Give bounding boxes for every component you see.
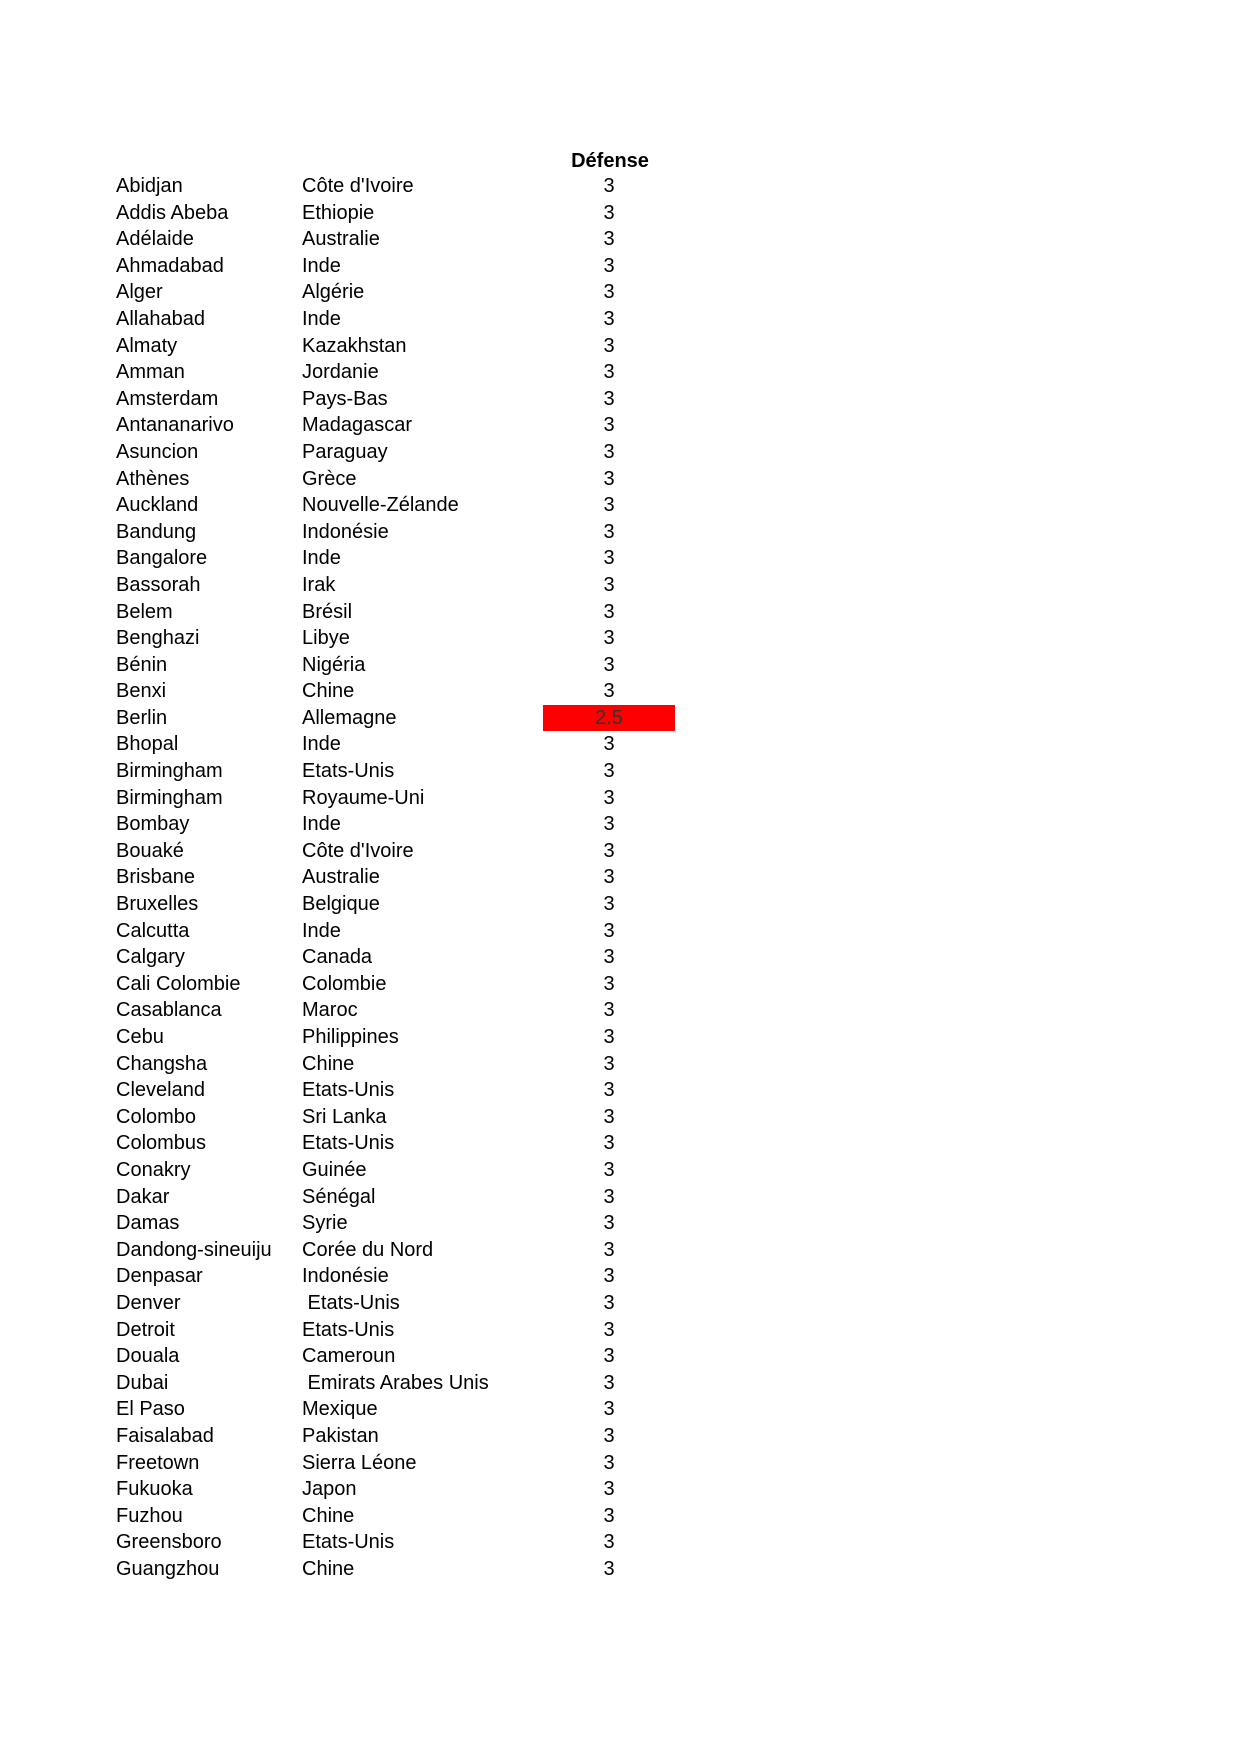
country-cell[interactable]: Etats-Unis — [302, 1318, 395, 1341]
city-cell[interactable]: Faisalabad — [116, 1424, 214, 1447]
table-row — [0, 439, 1241, 466]
country-cell[interactable]: Etats-Unis — [302, 760, 395, 783]
city-cell[interactable]: Bruxelles — [116, 893, 199, 916]
country-cell[interactable]: Indonésie — [302, 1265, 389, 1288]
city-cell[interactable]: Fuzhou — [116, 1504, 183, 1527]
country-cell[interactable]: Etats-Unis — [302, 1531, 395, 1554]
defense-score-cell[interactable]: 3 — [603, 307, 615, 330]
defense-score-cell[interactable]: 3 — [603, 839, 615, 862]
defense-score-cell[interactable]: 3 — [603, 201, 615, 224]
defense-score-cell[interactable]: 3 — [603, 1052, 615, 1075]
table-row — [0, 1450, 1241, 1477]
table-row — [0, 1237, 1241, 1264]
column-header-defense: Défense — [571, 150, 649, 172]
country-cell[interactable]: Etats-Unis — [302, 1079, 395, 1102]
defense-score-cell[interactable]: 3 — [603, 361, 615, 384]
city-cell[interactable]: Asuncion — [116, 440, 199, 463]
city-cell[interactable]: Bouaké — [116, 839, 184, 862]
table-row — [0, 1423, 1241, 1450]
defense-score-cell[interactable]: 3 — [603, 1345, 615, 1368]
city-cell[interactable]: Fukuoka — [116, 1478, 193, 1501]
city-cell[interactable]: Benxi — [116, 680, 167, 703]
defense-score-cell[interactable]: 3 — [603, 1398, 615, 1421]
city-cell[interactable]: Bénin — [116, 653, 168, 676]
defense-score-cell[interactable]: 3 — [603, 733, 615, 756]
country-cell[interactable]: Sri Lanka — [302, 1105, 387, 1128]
country-cell[interactable]: Guinée — [302, 1158, 367, 1181]
table-row — [0, 359, 1241, 386]
defense-score-cell[interactable]: 3 — [603, 281, 615, 304]
country-cell[interactable]: Allemagne — [302, 706, 397, 729]
defense-score-cell[interactable]: 3 — [603, 1451, 615, 1474]
table-row — [0, 1556, 1241, 1583]
city-cell[interactable]: Damas — [116, 1212, 180, 1235]
table-row — [0, 545, 1241, 572]
table-row — [0, 1343, 1241, 1370]
table-row — [0, 599, 1241, 626]
country-cell[interactable]: Sierra Léone — [302, 1451, 417, 1474]
table-row — [0, 1024, 1241, 1051]
city-cell[interactable]: Detroit — [116, 1318, 175, 1341]
defense-score-cell[interactable]: 3 — [603, 467, 615, 490]
country-cell[interactable]: Pakistan — [302, 1424, 379, 1447]
defense-score-cell[interactable]: 3 — [603, 494, 615, 517]
city-cell[interactable]: Douala — [116, 1345, 180, 1368]
country-cell[interactable]: Sénégal — [302, 1185, 376, 1208]
defense-score-cell[interactable]: 3 — [603, 627, 615, 650]
country-cell[interactable]: Royaume-Uni — [302, 786, 425, 809]
table-row — [0, 386, 1241, 413]
defense-score-cell[interactable]: 3 — [603, 600, 615, 623]
city-cell[interactable]: Benghazi — [116, 627, 200, 650]
city-cell[interactable]: Abidjan — [116, 175, 183, 197]
country-cell[interactable]: Australie — [302, 228, 380, 251]
defense-score-cell[interactable]: 3 — [603, 520, 615, 543]
city-cell[interactable]: Colombus — [116, 1132, 207, 1155]
table-row — [0, 1370, 1241, 1397]
country-cell[interactable]: Canada — [302, 946, 373, 969]
country-cell[interactable]: Maroc — [302, 999, 358, 1022]
city-cell[interactable]: Cleveland — [116, 1079, 205, 1102]
table-row — [0, 864, 1241, 891]
country-cell[interactable]: Corée du Nord — [302, 1238, 434, 1261]
table-row — [0, 625, 1241, 652]
country-cell[interactable]: Etats-Unis — [302, 1132, 395, 1155]
defense-score-cell[interactable]: 3 — [603, 1265, 615, 1288]
data-table — [0, 173, 1241, 1582]
table-row — [0, 253, 1241, 280]
country-cell[interactable]: Inde — [302, 547, 341, 570]
country-cell[interactable]: Chine — [302, 1052, 355, 1075]
table-row — [0, 971, 1241, 998]
country-cell[interactable]: Emirats Arabes Unis — [302, 1371, 489, 1394]
table-row — [0, 785, 1241, 812]
table-row — [0, 997, 1241, 1024]
defense-score-cell[interactable]: 3 — [603, 1105, 615, 1128]
city-cell[interactable]: Birmingham — [116, 786, 223, 809]
defense-score-cell[interactable]: 3 — [603, 1079, 615, 1102]
table-row — [0, 226, 1241, 253]
city-cell[interactable]: Colombo — [116, 1105, 197, 1128]
country-cell[interactable]: Inde — [302, 307, 341, 330]
country-cell[interactable]: Libye — [302, 627, 350, 650]
defense-score-cell[interactable]: 3 — [603, 1318, 615, 1341]
country-cell[interactable]: Kazakhstan — [302, 334, 407, 357]
country-cell[interactable]: Pays-Bas — [302, 387, 388, 410]
city-cell[interactable]: Calcutta — [116, 919, 190, 942]
city-cell[interactable]: Bassorah — [116, 573, 201, 596]
table-row — [0, 731, 1241, 758]
table-row — [0, 306, 1241, 333]
defense-score-cell[interactable]: 3 — [603, 1026, 615, 1048]
defense-score-cell[interactable]: 3 — [603, 786, 615, 809]
city-cell[interactable]: Cali Colombie — [116, 972, 241, 995]
table-row — [0, 1396, 1241, 1423]
country-cell[interactable]: Côte d'Ivoire — [302, 175, 414, 197]
defense-score-cell[interactable]: 3 — [603, 440, 615, 463]
table-row — [0, 705, 1241, 732]
table-row — [0, 1263, 1241, 1290]
defense-score-cell[interactable]: 3 — [603, 919, 615, 942]
table-row — [0, 918, 1241, 945]
table-row — [0, 466, 1241, 493]
defense-score-cell[interactable]: 3 — [603, 999, 615, 1022]
country-cell[interactable]: Etats-Unis — [302, 1291, 400, 1314]
city-cell[interactable]: Freetown — [116, 1451, 200, 1474]
defense-score-cell[interactable]: 3 — [603, 893, 615, 916]
defense-score-cell[interactable]: 3 — [603, 1132, 615, 1155]
defense-score-cell[interactable]: 3 — [603, 1158, 615, 1181]
defense-score-cell[interactable]: 3 — [603, 1424, 615, 1447]
city-cell[interactable]: Denpasar — [116, 1265, 203, 1288]
country-cell[interactable]: Algérie — [302, 281, 365, 304]
defense-score-cell[interactable]: 3 — [603, 946, 615, 969]
city-cell[interactable]: Bombay — [116, 813, 190, 836]
city-cell[interactable]: Adélaide — [116, 228, 194, 251]
table-row — [0, 1210, 1241, 1237]
table-row — [0, 279, 1241, 306]
table-row — [0, 200, 1241, 227]
city-cell[interactable]: Alger — [116, 281, 163, 304]
country-cell[interactable]: Inde — [302, 919, 341, 942]
table-row — [0, 1051, 1241, 1078]
defense-score-cell-highlighted[interactable]: 2.5 — [543, 705, 675, 732]
defense-score-cell[interactable]: 3 — [603, 1291, 615, 1314]
defense-score-cell[interactable]: 3 — [603, 1371, 615, 1394]
country-cell[interactable]: Colombie — [302, 972, 387, 995]
city-cell[interactable]: Greensboro — [116, 1531, 222, 1554]
city-cell[interactable]: Berlin — [116, 706, 168, 729]
table-row — [0, 1184, 1241, 1211]
city-cell[interactable]: Dakar — [116, 1185, 170, 1208]
defense-score-cell[interactable]: 3 — [603, 387, 615, 410]
table-row — [0, 1529, 1241, 1556]
city-cell[interactable]: Bandung — [116, 520, 197, 543]
table-row — [0, 1290, 1241, 1317]
city-cell[interactable]: Amsterdam — [116, 387, 219, 410]
country-cell[interactable]: Chine — [302, 1504, 355, 1527]
table-row — [0, 891, 1241, 918]
country-cell[interactable]: Chine — [302, 680, 355, 703]
city-cell[interactable]: Conakry — [116, 1158, 191, 1181]
city-cell[interactable]: Almaty — [116, 334, 178, 357]
country-cell[interactable]: Paraguay — [302, 440, 388, 463]
table-row — [0, 572, 1241, 599]
defense-score-cell[interactable]: 3 — [603, 228, 615, 251]
country-cell[interactable]: Philippines — [302, 1026, 399, 1048]
country-cell[interactable]: Côte d'Ivoire — [302, 839, 414, 862]
defense-score-cell[interactable]: 3 — [603, 547, 615, 570]
defense-score-cell[interactable]: 3 — [603, 254, 615, 277]
defense-score-cell[interactable]: 3 — [603, 866, 615, 889]
city-cell[interactable]: Cebu — [116, 1026, 164, 1048]
table-row — [0, 1130, 1241, 1157]
defense-score-cell[interactable]: 3 — [603, 653, 615, 676]
table-row — [0, 1077, 1241, 1104]
city-cell[interactable]: Casablanca — [116, 999, 222, 1022]
table-row — [0, 1317, 1241, 1344]
defense-score-cell[interactable]: 3 — [603, 1185, 615, 1208]
city-cell[interactable]: Antananarivo — [116, 414, 234, 437]
country-cell[interactable]: Brésil — [302, 600, 353, 623]
city-cell[interactable]: Addis Abeba — [116, 201, 229, 224]
defense-score-cell[interactable]: 3 — [603, 972, 615, 995]
city-cell[interactable]: Changsha — [116, 1052, 208, 1075]
table-row — [0, 758, 1241, 785]
country-cell[interactable]: Irak — [302, 573, 336, 596]
country-cell[interactable]: Australie — [302, 866, 380, 889]
country-cell[interactable]: Chine — [302, 1557, 355, 1580]
city-cell[interactable]: Bhopal — [116, 733, 179, 756]
table-row — [0, 1476, 1241, 1503]
city-cell[interactable]: Denver — [116, 1291, 181, 1314]
defense-score-cell[interactable]: 3 — [603, 680, 615, 703]
country-cell[interactable]: Inde — [302, 813, 341, 836]
city-cell[interactable]: El Paso — [116, 1398, 185, 1421]
country-cell[interactable]: Inde — [302, 733, 341, 756]
defense-score-cell[interactable]: 3 — [603, 1557, 615, 1580]
city-cell[interactable]: Allahabad — [116, 307, 205, 330]
table-row — [0, 1104, 1241, 1131]
defense-score-cell[interactable]: 3 — [603, 1531, 615, 1554]
country-cell[interactable]: Madagascar — [302, 414, 413, 437]
city-cell[interactable]: Dubai — [116, 1371, 169, 1394]
table-row — [0, 678, 1241, 705]
city-cell[interactable]: Birmingham — [116, 760, 223, 783]
defense-score-cell[interactable]: 3 — [603, 760, 615, 783]
defense-score-cell[interactable]: 3 — [603, 1504, 615, 1527]
table-row — [0, 412, 1241, 439]
defense-score-cell[interactable]: 3 — [603, 1212, 615, 1235]
city-cell[interactable]: Bangalore — [116, 547, 208, 570]
city-cell[interactable]: Belem — [116, 600, 173, 623]
country-cell[interactable]: Grèce — [302, 467, 357, 490]
country-cell[interactable]: Mexique — [302, 1398, 378, 1421]
country-cell[interactable]: Inde — [302, 254, 341, 277]
table-row — [0, 1503, 1241, 1530]
city-cell[interactable]: Calgary — [116, 946, 185, 969]
defense-score-cell[interactable]: 3 — [603, 414, 615, 437]
table-row — [0, 333, 1241, 360]
city-cell[interactable]: Brisbane — [116, 866, 195, 889]
table-row — [0, 811, 1241, 838]
city-cell[interactable]: Ahmadabad — [116, 254, 224, 277]
city-cell[interactable]: Guangzhou — [116, 1557, 220, 1580]
country-cell[interactable]: Syrie — [302, 1212, 348, 1235]
country-cell[interactable]: Ethiopie — [302, 201, 375, 224]
city-cell[interactable]: Auckland — [116, 494, 199, 517]
country-cell[interactable]: Nouvelle-Zélande — [302, 494, 459, 517]
country-cell[interactable]: Cameroun — [302, 1345, 396, 1368]
defense-score-cell[interactable]: 3 — [603, 334, 615, 357]
defense-score-cell[interactable]: 3 — [603, 1238, 615, 1261]
country-cell[interactable]: Jordanie — [302, 361, 379, 384]
country-cell[interactable]: Japon — [302, 1478, 357, 1501]
country-cell[interactable]: Nigéria — [302, 653, 366, 676]
table-row — [0, 944, 1241, 971]
city-cell[interactable]: Dandong-sineuiju — [116, 1238, 272, 1261]
table-row — [0, 492, 1241, 519]
city-cell[interactable]: Amman — [116, 361, 185, 384]
defense-score-cell[interactable]: 3 — [603, 175, 615, 197]
table-row — [0, 652, 1241, 679]
defense-score-cell[interactable]: 3 — [603, 1478, 615, 1501]
table-row — [0, 1157, 1241, 1184]
country-cell[interactable]: Indonésie — [302, 520, 389, 543]
table-row — [0, 173, 1241, 200]
table-row — [0, 838, 1241, 865]
defense-score-cell[interactable]: 3 — [603, 813, 615, 836]
country-cell[interactable]: Belgique — [302, 893, 380, 916]
defense-score-cell[interactable]: 3 — [603, 573, 615, 596]
table-row — [0, 519, 1241, 546]
city-cell[interactable]: Athènes — [116, 467, 190, 490]
